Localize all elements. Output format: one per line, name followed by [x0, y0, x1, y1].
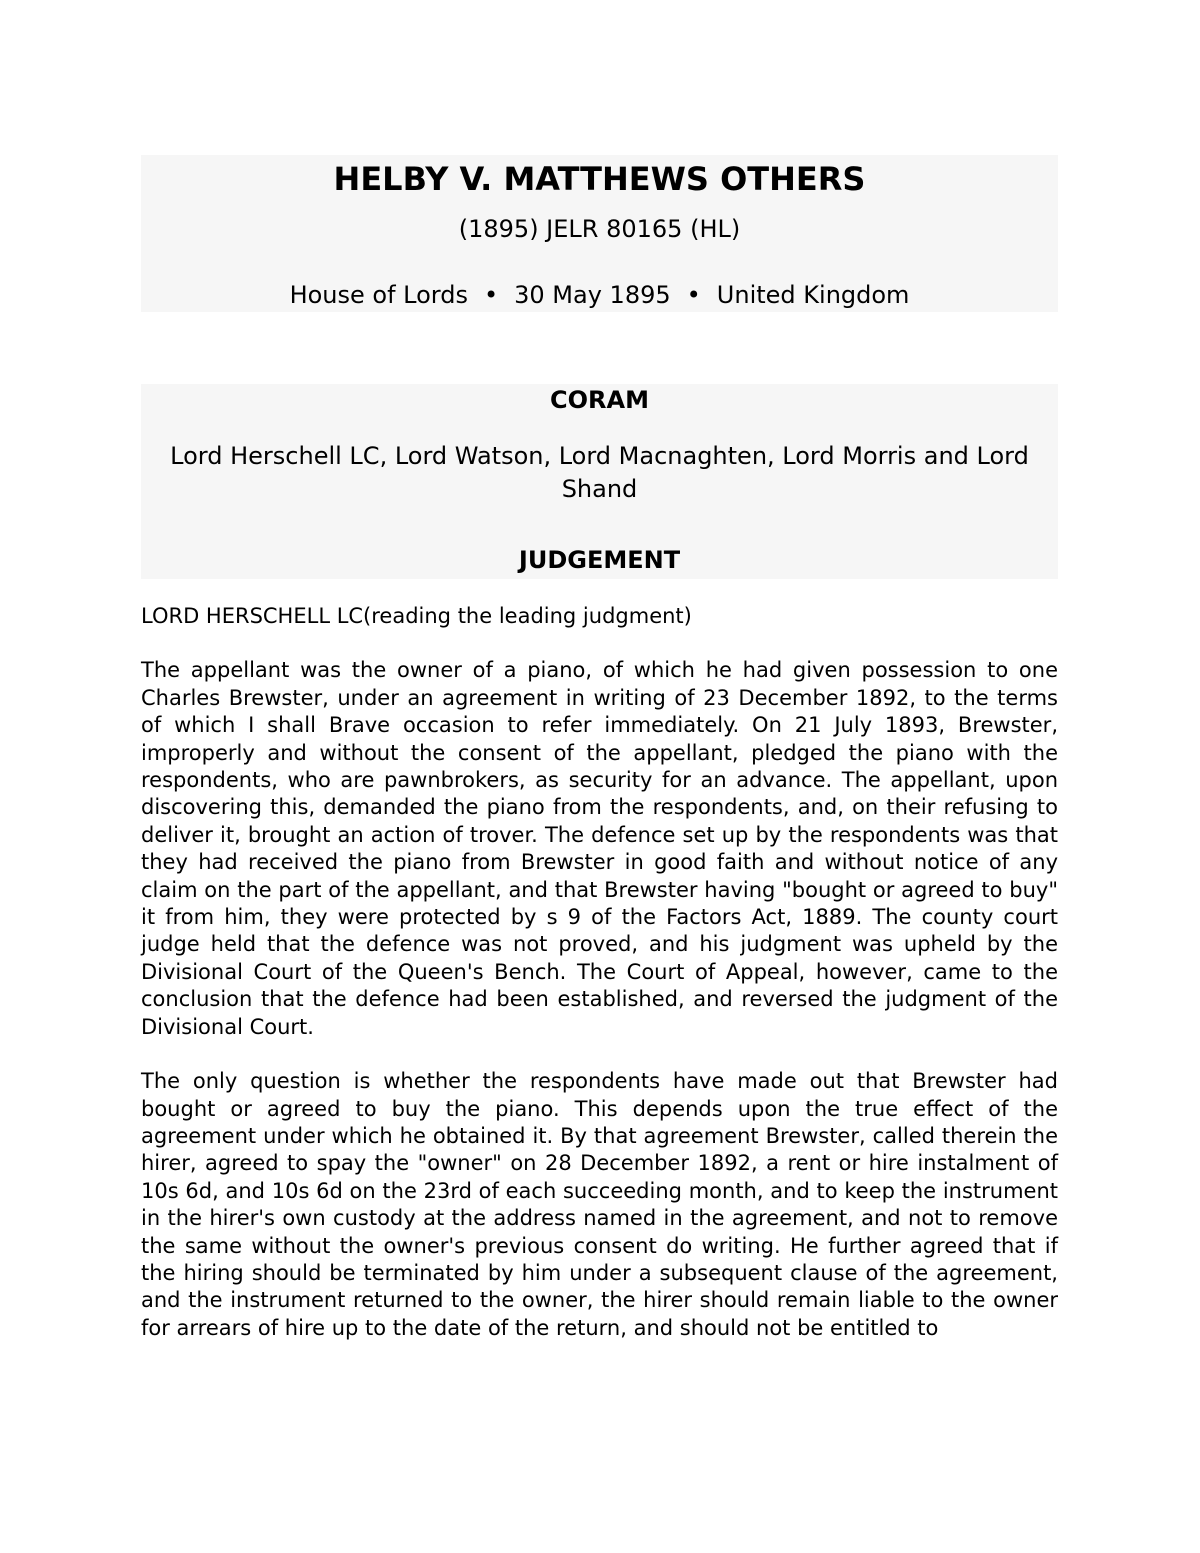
judge-attribution: LORD HERSCHELL LC(reading the leading judgment)	[141, 604, 692, 628]
judgment-date: 30 May 1895	[514, 281, 671, 309]
coram-heading: CORAM	[550, 386, 649, 414]
meta-separator: •	[686, 281, 701, 309]
case-header	[141, 155, 1058, 312]
meta-separator: •	[483, 281, 499, 309]
case-meta	[141, 279, 1058, 311]
coram-judges: Lord Herschell LC, Lord Watson, Lord Macnaghten, Lord Morris and Lord Shand	[170, 442, 1029, 503]
judgement-heading: JUDGEMENT	[518, 546, 681, 574]
coram-section	[141, 384, 1058, 579]
judgement-paragraph: The appellant was the owner of a piano, of which he had given possession to one Charles Brewster, under an agreement in writing of 23 December 1892, to the terms of which I shall Brave occasion to refer immediately. On 21 July 1893, Brewster, improperly and without the consent of the appellant, pledged the piano with the respondents, who are pawnbrokers, as security for an advance. The appellant, upon discovering this, demanded the piano from the respondents, and, on their refusing to deliver it, brought an action of trover. The defence set up by the respondents was that they had received the piano from Brewster in good faith and without notice of any claim on the part of the appellant, and that Brewster having "bought or agreed to buy" it from him, they were protected by s 9 of the Factors Act, 1889. The county court judge held that the defence was not proved, and his judgment was upheld by the Divisional Court of the Queen's Bench. The Court of Appeal, however, came to the conclusion that the defence had been established, and reversed the judgment of the Divisional Court.	[141, 658, 1058, 1039]
court-name: House of Lords	[289, 281, 468, 309]
case-title: HELBY V. MATTHEWS OTHERS	[333, 160, 866, 198]
judgement-body	[141, 603, 1058, 1369]
case-citation: (1895) JELR 80165 (HL)	[458, 215, 741, 243]
judgement-paragraph: The only question is whether the respondents have made out that Brewster had bought or agreed to buy the piano. This depends upon the true effect of the agreement under which he obtained it. By that agreement Brewster, called therein the hirer, agreed to spay the "owner" on 28 December 1892, a rent or hire instalment of 10s 6d, and 10s 6d on the 23rd of each succeeding month, and to keep the instrument in the hirer's own custody at the address named in the agreement, and not to remove the same without the owner's previous consent do writing. He further agreed that if the hiring should be terminated by him under a subsequent clause of the agreement, and the instrument returned to the owner, the hirer should remain liable to the owner for arrears of hire up to the date of the return, and should not be entitled to	[141, 1069, 1058, 1340]
document-page	[141, 155, 1058, 1340]
country: United Kingdom	[716, 281, 910, 309]
